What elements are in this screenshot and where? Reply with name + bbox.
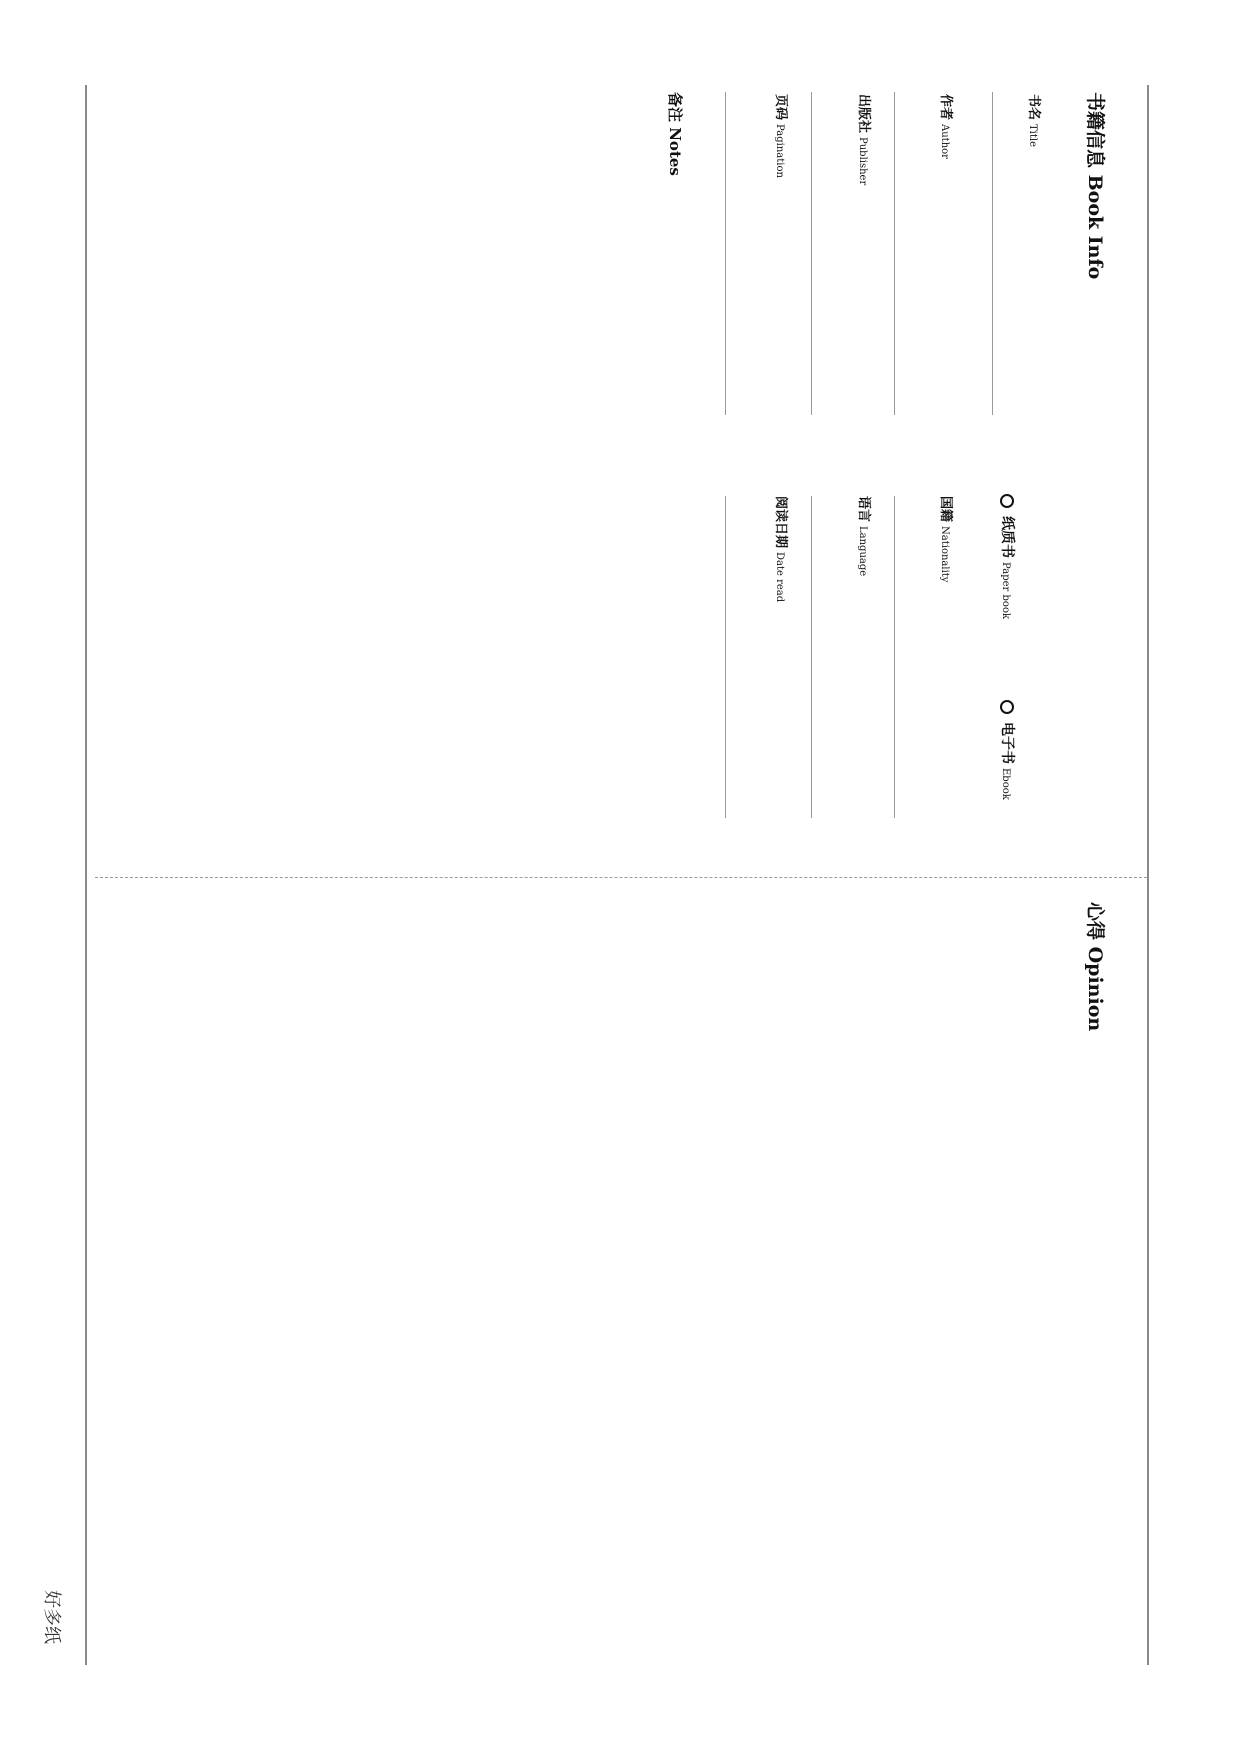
field-date-read-en: Date read [774,552,785,603]
field-author-en: Author [939,124,950,159]
field-pagination-zh: 页码 [773,94,788,121]
field-publisher-label [856,94,875,185]
field-nationality-label [938,496,957,582]
book-info-heading: 书籍信息 Book Info [1084,92,1106,280]
radio-ebook-icon[interactable] [1000,700,1014,714]
field-language-line[interactable] [811,496,812,818]
page-border-left [85,85,87,1665]
field-date-read-line[interactable] [725,496,726,818]
field-author-label [938,94,957,159]
format-paper-en: Paper book [1000,562,1011,620]
field-publisher-en: Publisher [857,137,868,186]
format-ebook-zh: 电子书 [999,722,1015,764]
brand-mark: 好多纸 [41,1590,62,1644]
notes-label: 备注 Notes [666,92,684,176]
field-pagination-line[interactable] [725,92,726,415]
field-title-zh: 书名 [1026,94,1041,121]
field-language-en: Language [857,526,868,577]
field-pagination-en: Pagination [774,124,785,178]
format-paper-option[interactable] [998,494,1018,619]
field-title-en: Title [1027,124,1038,148]
section-divider [95,877,1147,878]
format-paper-zh: 纸质书 [999,516,1015,558]
field-date-read-zh: 阅读日期 [773,496,788,549]
field-title-line[interactable] [992,92,993,415]
field-publisher-zh: 出版社 [856,94,871,134]
opinion-heading: 心得 Opinion [1084,902,1106,1032]
field-nationality-zh: 国籍 [938,496,953,523]
format-ebook-en: Ebook [1000,768,1011,800]
field-language-label [856,496,875,576]
field-date-read-label [773,496,792,602]
field-nationality-line[interactable] [894,496,895,818]
field-pagination-label [773,94,792,178]
radio-paper-icon[interactable] [1000,494,1014,508]
field-publisher-line[interactable] [811,92,812,415]
format-ebook-option[interactable] [998,700,1018,800]
page-border-right [1147,85,1149,1665]
field-author-line[interactable] [894,92,895,415]
field-title-label [1026,94,1045,147]
field-nationality-en: Nationality [939,526,950,583]
field-author-zh: 作者 [938,94,953,121]
field-language-zh: 语言 [856,496,871,523]
